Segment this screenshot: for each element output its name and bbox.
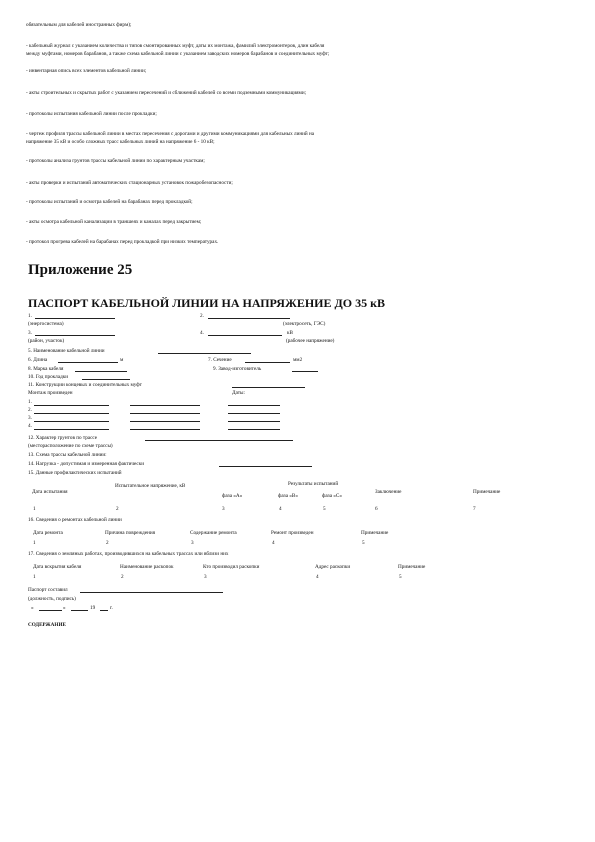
table16-num: 3 [191,540,194,546]
date-line [228,429,280,430]
mount-line [130,413,200,414]
field-6-label: 6. Длина [28,357,48,363]
table16-header: Причина повреждения [105,530,156,536]
table17-header: Дата вскрытия кабеля [33,564,82,570]
field-7-line [245,362,290,363]
date-line [228,413,280,414]
table17-title: 17. Сведения о земляных работах, производившихся на кабельных трассах или вблизи них [28,551,229,557]
table16-num: 2 [106,540,109,546]
table16-title: 16. Сведения о ремонтах кабельной линии [28,517,122,523]
table17-num: 5 [399,574,402,580]
field-10-line [82,379,130,380]
passport-title: ПАСПОРТ КАБЕЛЬНОЙ ЛИНИИ НА НАПРЯЖЕНИЕ ДО 35 кВ [28,296,385,310]
table15-num: 5 [323,506,326,512]
intro-line: - акты строительных и скрытых работ с указанием пересечений и сближений кабелей со всеми подземными коммуникациями; [26,90,307,96]
field-4-hint: (рабочее напряжение) [286,338,335,344]
table16-header: Содержание ремонта [190,530,237,536]
table15-num: 4 [279,506,282,512]
mount-line [34,421,109,422]
field-7-unit: мм2 [293,357,303,363]
field-9-line [292,371,318,372]
mount-label: Монтаж произведен [28,390,73,396]
mount-line [130,429,200,430]
table17-header: Наименование раскопок [120,564,174,570]
intro-line: - чертеж профиля трассы кабельной линии в местах пересечения с дорогами и другими коммуникациями для кабельных линий на [26,131,315,137]
field-3-hint: (район, участок) [28,338,65,344]
date-line [228,421,280,422]
field-5-line [158,353,251,354]
field-14-label: 14. Нагрузка - допустимая и измеренная фактически [28,461,145,467]
date-line [228,405,280,406]
table15-header: фаза «А» [222,493,243,499]
field-6-line [58,362,118,363]
table17-header: Адрес раскопки [315,564,351,570]
field-1-number: 1. [28,313,32,319]
mount-line [34,429,109,430]
table15-header: Результаты испытаний [288,481,339,487]
table15-header: Заключение [375,489,402,495]
table17-num: 3 [204,574,207,580]
table15-header: Дата испытания [32,489,68,495]
field-6-unit: м [120,357,124,363]
field-12-hint: (месторасположение по схеме трассы) [28,443,113,449]
date-open-quote: « [31,605,34,611]
table16-num: 1 [33,540,36,546]
field-3-number: 3. [28,330,32,336]
table16-header: Примечание [361,530,389,536]
intro-line: - инвентарная опись всех элементов кабельной линии; [26,68,147,74]
dates-label: Даты: [232,390,245,396]
mount-row-number: 1. [28,399,32,405]
intro-line: - протокол прогрева кабелей на барабанах перед прокладкой при низких температурах. [26,239,219,245]
field-4-line [208,335,282,336]
table17-num: 1 [33,574,36,580]
contents-heading: СОДЕРЖАНИЕ [28,622,66,628]
year-prefix: 19 [90,605,96,611]
intro-line: - кабельный журнал с указанием количества и типов смонтированных муфт, даты их монтажа, фамилий электромонтеров, длин кабеля [26,43,325,49]
field-12-label: 12. Характер грунтов по трассе [28,435,98,441]
field-14-line [219,466,312,467]
mount-row-number: 3. [28,415,32,421]
field-11-label: 11. Конструкции концевых и соединительных муфт [28,382,142,388]
day-line [39,610,62,611]
mount-line [34,413,109,414]
field-4-unit: кВ [287,330,293,336]
field-12-line [145,440,293,441]
appendix-title: Приложение 25 [28,262,133,278]
field-11-line [232,387,305,388]
intro-line: - акты осмотра кабельной канализации в траншеях и каналах перед закрытием; [26,219,202,225]
date-close-quote: » [63,605,66,611]
field-10-label: 10. Год прокладки [28,374,69,380]
position-hint: (должность, подпись) [28,596,76,602]
field-7-label: 7. Сечение [208,357,232,363]
field-8-label: 8. Марка кабеля [28,366,64,372]
field-2-line [208,318,290,319]
intro-line: - протоколы испытания кабельной линии после прокладки; [26,111,157,117]
mount-line [130,421,200,422]
table17-header: Кто производил раскопки [203,564,260,570]
table17-header: Примечание [398,564,426,570]
table15-header: фаза «С» [322,493,342,499]
mount-row-number: 2. [28,407,32,413]
table16-num: 5 [362,540,365,546]
compiled-by-label: Паспорт составил [28,587,68,593]
field-2-hint: (электросеть, ГЭС) [283,321,326,327]
field-5-label: 5. Наименование кабельной линии [28,348,105,354]
year-suffix: г. [110,605,113,611]
intro-line: напряжение 35 кВ и особо сложных трасс кабельных линий на напряжение 6 - 10 кВ; [26,139,215,145]
field-2-number: 2. [200,313,204,319]
table16-header: Ремонт произведен [271,530,314,536]
year-line [100,610,108,611]
field-13-label: 13. Схема трассы кабельной линии: [28,452,107,458]
table17-num: 2 [121,574,124,580]
field-1-hint: (энергосистема) [28,321,64,327]
intro-line: между муфтами, номеров барабанов, а также схема кабельной линии с указанием заводских номеров барабанов и соединительных муфт; [26,51,330,57]
field-15-label: 15. Данные профилактических испытаний [28,470,122,476]
table15-num: 7 [473,506,476,512]
field-9-label: 9. Завод-изготовитель [213,366,262,372]
table15-num: 3 [222,506,225,512]
field-1-line [35,318,115,319]
table15-num: 1 [33,506,36,512]
month-line [71,610,88,611]
table15-num: 2 [116,506,119,512]
field-8-line [75,371,127,372]
intro-line: - протоколы испытаний и осмотра кабелей на барабанах перед прокладкой; [26,199,193,205]
field-4-number: 4. [200,330,204,336]
intro-line: - протоколы анализа грунтов трассы кабельной линии по характерным участкам; [26,158,205,164]
table15-num: 6 [375,506,378,512]
table16-num: 4 [272,540,275,546]
intro-line: - акты проверки и испытаний автоматических стационарных установок пожаробезопасности; [26,180,233,186]
mount-line [34,405,109,406]
intro-line: обязательным для кабелей иностранных фирм); [26,22,132,28]
table15-header: Испытательное напряжение, кВ [115,483,186,489]
table15-header: Примечание [473,489,501,495]
table16-header: Дата ремонта [33,530,63,536]
mount-row-number: 4. [28,423,32,429]
mount-line [130,405,200,406]
compiled-by-line [80,592,223,593]
table17-num: 4 [316,574,319,580]
table15-header: фаза «В» [278,493,298,499]
field-3-line [35,335,115,336]
